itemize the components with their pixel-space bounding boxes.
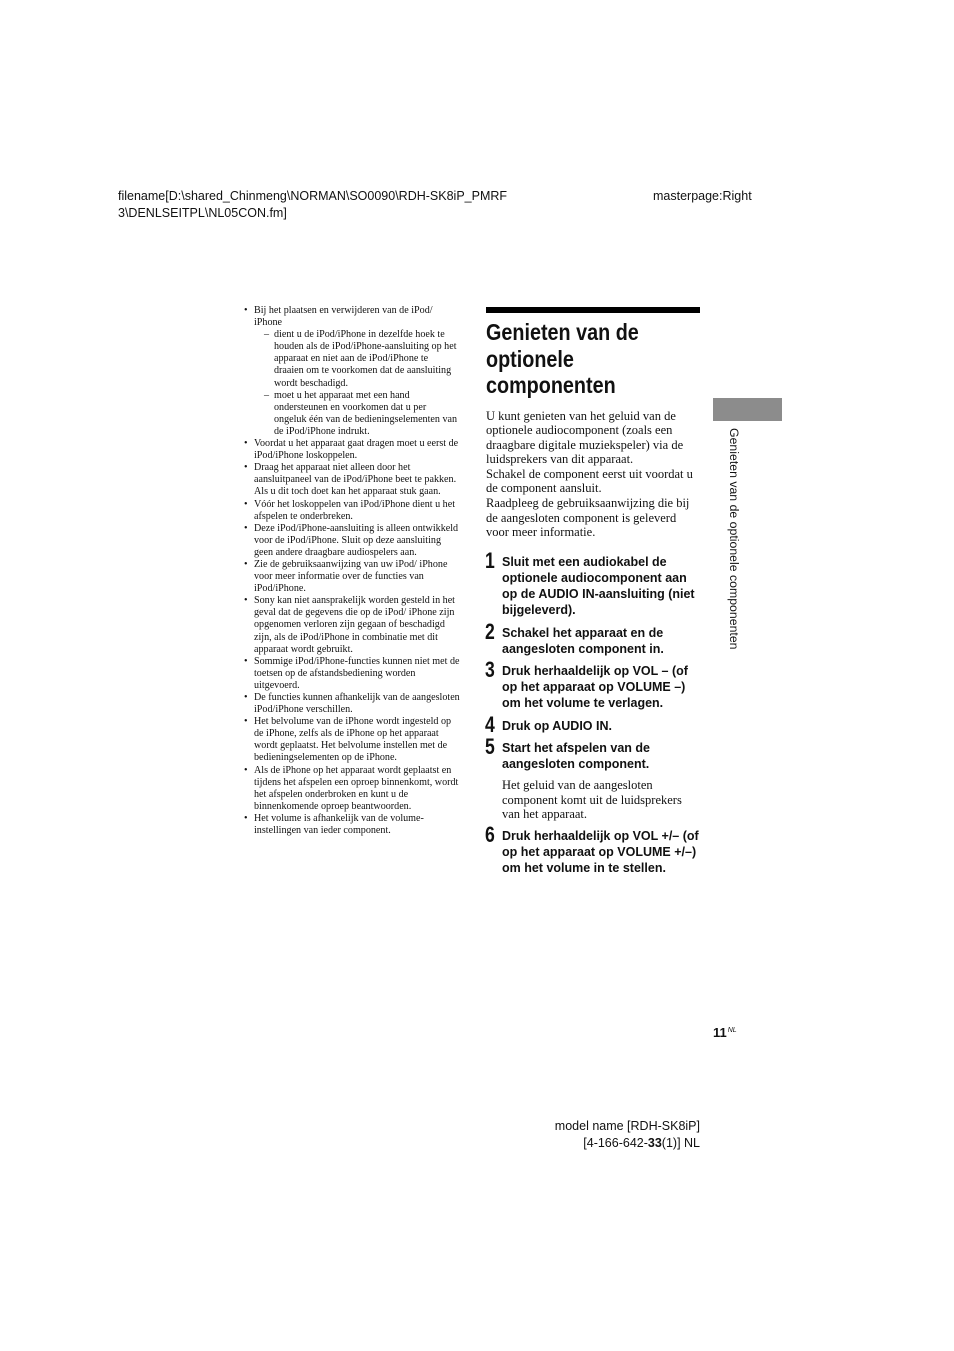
note-item: • Draag het apparaat niet alleen door het aansluitpaneel van de iPod/iPhone beet te pakken. Als u dit toch doet kan het apparaat stuk gaan. [244, 462, 460, 498]
step-number: 1 [485, 547, 495, 573]
note-item: • Sommige iPod/iPhone-functies kunnen niet met de toetsen op de afstandsbediening worden uitgevoerd. [244, 656, 460, 692]
note-item: • Sony kan niet aansprakelijk worden gesteld in het geval dat de gegevens die op de iPod/ iPhone zijn opgenomen verloren zijn gegaan of beschadigd zijn, als de iPod/iPhone in combinatie met dit apparaat wordt gebruikt. [244, 595, 460, 655]
footer-model: model name [RDH-SK8iP] [554, 1119, 700, 1133]
note-item [244, 305, 460, 438]
note-subitem: – moet u het apparaat met een hand ondersteunen en voorkomen dat u per ongeluk één van de bedieningselementen van de iPod/iPhone indrukt. [254, 390, 460, 438]
page-number [713, 1025, 737, 1040]
note-item: • Vóór het loskoppelen van iPod/iPhone dient u het afspelen te onderbreken. [244, 499, 460, 523]
footer-code [555, 1135, 700, 1152]
page-number-value: 11 [713, 1025, 727, 1040]
note-item: • Voordat u het apparaat gaat dragen moet u eerst de iPod/iPhone loskoppelen. [244, 438, 460, 462]
footer [555, 1118, 700, 1152]
footer-code-bold: 33 [647, 1136, 662, 1150]
title-rule [486, 307, 700, 313]
step-3 [485, 657, 700, 712]
step-6 [485, 822, 700, 877]
step-list [485, 547, 700, 877]
intro-paragraph: U kunt genieten van het geluid van de optionele audiocomponent (zoals een draagbare digitale muziekspeler) via de luidsprekers van dit apparaat. [486, 408, 684, 467]
step-number: 6 [485, 822, 495, 848]
step-4 [485, 711, 700, 737]
note-item: • De functies kunnen afhankelijk van de aangesloten iPod/iPhone verschillen. [244, 692, 460, 716]
note-item: • Zie de gebruiksaanwijzing van uw iPod/ iPhone voor meer informatie over de functies van iPod/iPhone. [244, 559, 460, 595]
step-text: Druk herhaaldelijk op VOL +/– (of op het apparaat op VOLUME +/–) om het volume in te stellen. [502, 829, 699, 876]
note-item-text: • Bij het plaatsen en verwijderen van de iPod/ iPhone [254, 305, 433, 329]
notes-column [244, 305, 460, 837]
step-number: 5 [485, 733, 495, 759]
section-column [486, 307, 700, 883]
footer-code-suffix: (1)] NL [661, 1136, 700, 1150]
section-tab-marker [713, 398, 782, 421]
step-number: 2 [485, 618, 495, 644]
step-text: Druk op AUDIO IN. [502, 718, 612, 733]
step-text: Start het afspelen van de aangesloten component. [502, 740, 650, 772]
step-number: 3 [485, 657, 495, 683]
footer-code-prefix: [4-166-642- [583, 1136, 648, 1150]
note-item: • Als de iPhone op het apparaat wordt geplaatst en tijdens het afspelen een oproep binnenkomt, wordt het afspelen onderbroken en kunt u de binnenkomende oproep beantwoorden. [244, 765, 460, 813]
step-text: Sluit met een audiokabel de optionele audiocomponent aan op de AUDIO IN-aansluiting (niet bijgeleverd). [502, 554, 695, 618]
header-filename [118, 188, 507, 222]
header-filename-line1: filename[D:\shared_Chinmeng\NORMAN\SO0090\RDH-SK8iP_PMRF [118, 189, 508, 203]
note-item: • Deze iPod/iPhone-aansluiting is alleen ontwikkeld voor de iPod/iPhone. Sluit op deze aansluiting geen andere draagbare audiospelers aan. [244, 523, 460, 559]
note-item: • Het volume is afhankelijk van de volume-instellingen van ieder component. [244, 813, 460, 837]
step-text: Schakel het apparaat en de aangesloten component in. [502, 625, 664, 656]
intro-paragraph: Schakel de component eerst uit voordat u de component aansluit. [486, 466, 693, 496]
step-1 [485, 547, 700, 619]
header-masterpage: masterpage:Right [653, 189, 752, 203]
step-5 [485, 733, 700, 822]
page-language-suffix: NL [727, 1027, 737, 1034]
side-section-label: Genieten van de optionele componenten [727, 428, 741, 650]
step-note: Het geluid van de aangesloten component komt uit de luidsprekers van het apparaat. [502, 778, 682, 822]
note-item: • Het belvolume van de iPhone wordt ingesteld op de iPhone, zelfs als de iPhone op het apparaat wordt geplaatst. Het belvolume instellen met de bedieningselementen op de iPhone. [244, 716, 460, 764]
step-2 [485, 618, 700, 657]
section-intro [486, 409, 700, 540]
note-subitem: – dient u de iPod/iPhone in dezelfde hoek te houden als de iPod/iPhone-aansluiting op het apparaat en niet aan de iPod/iPhone te draaien om te voorkomen dat de aansluiting wordt beschadigd. [254, 329, 460, 389]
header-filename-line2: 3\DENLSEITPL\NL05CON.fm] [118, 206, 287, 220]
section-title: Genieten van de optionele componenten [486, 319, 639, 398]
step-number: 4 [485, 711, 495, 737]
step-text: Druk herhaaldelijk op VOL – (of op het apparaat op VOLUME –) om het volume te verlagen. [502, 664, 688, 711]
intro-paragraph: Raadpleeg de gebruiksaanwijzing die bij de aangesloten component is geleverd voor meer informatie. [486, 496, 690, 540]
